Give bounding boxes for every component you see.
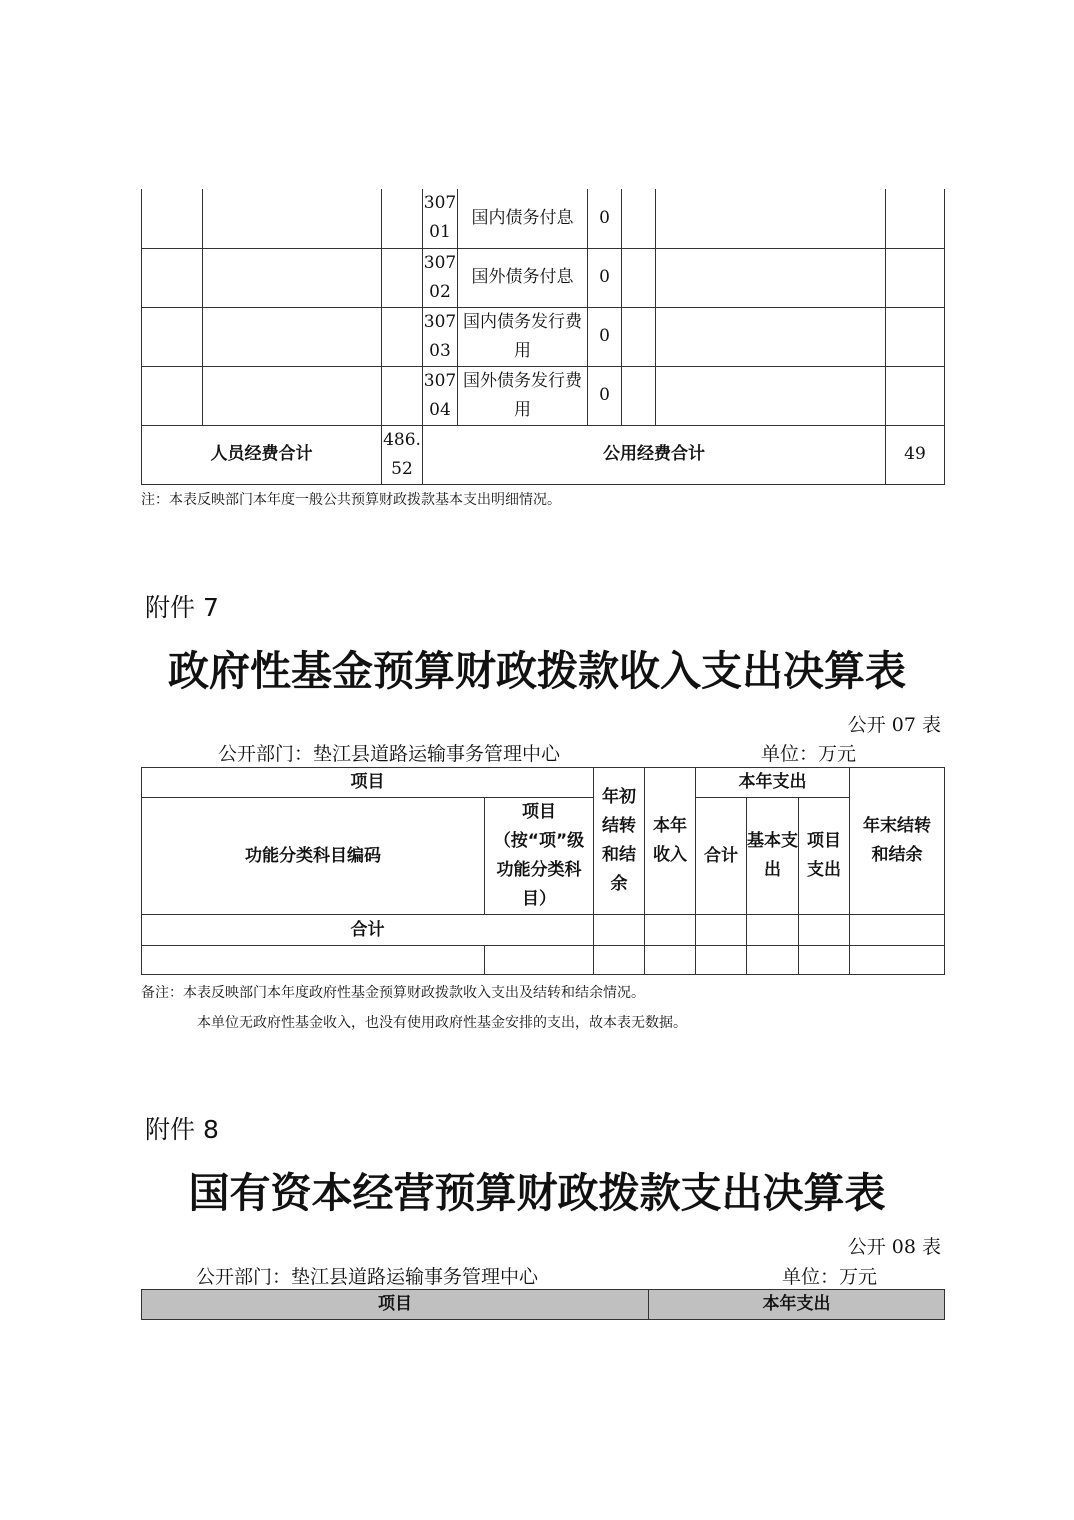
table6-continued: [141, 189, 945, 485]
table-row: [142, 946, 945, 975]
personnel-total-label: 人员经费合计: [142, 425, 382, 484]
public-total-value: 49: [886, 425, 945, 484]
header-item-by-func: 项目（按“项”级功能分类科目）: [485, 798, 594, 915]
attachment8-table: [141, 1289, 945, 1320]
header-expense: 本年支出: [649, 1290, 945, 1320]
attachment7-note-1: 备注：本表反映部门本年度政府性基金预算财政拨款收入支出及结转和结余情况。: [141, 985, 645, 1001]
attachment8-label: 附件 8: [145, 1115, 219, 1144]
econ-name-cell: 国外债务发行费用: [458, 366, 588, 425]
attachment7-label: 附件 7: [145, 593, 219, 622]
econ-name-cell: 国内债务付息: [458, 189, 588, 248]
econ-code-cell: 307 04: [423, 366, 458, 425]
attachment8-title: 国有资本经营预算财政拨款支出决算表: [188, 1169, 886, 1217]
econ-name-cell: 国内债务发行费用: [458, 307, 588, 366]
attachment7-form-no: 公开 07 表: [847, 714, 941, 736]
header-income: 本年收入: [645, 768, 696, 915]
attachment8-form-no: 公开 08 表: [847, 1236, 941, 1258]
header-expense-group: 本年支出: [696, 768, 850, 798]
table-row-totals: [142, 425, 945, 484]
econ-code-cell: 307 01: [423, 189, 458, 248]
header-project: 项目支出: [799, 798, 850, 915]
table-row: [142, 189, 945, 248]
amount-cell: 0: [588, 189, 622, 248]
attachment7-unit: 单位：万元: [761, 743, 857, 765]
table-row: [142, 307, 945, 366]
amount-cell: 0: [588, 248, 622, 307]
amount-cell: 0: [588, 366, 622, 425]
table-row: [142, 248, 945, 307]
header-func-code: 功能分类科目编码: [142, 798, 485, 915]
total-row-label: 合计: [142, 915, 594, 946]
attachment8-unit: 单位：万元: [782, 1266, 878, 1288]
econ-name-cell: 国外债务付息: [458, 248, 588, 307]
header-basic: 基本支出: [747, 798, 799, 915]
table6-note: 注：本表反映部门本年度一般公共预算财政拨款基本支出明细情况。: [141, 492, 561, 508]
amount-cell: 0: [588, 307, 622, 366]
attachment7-note-2: 本单位无政府性基金收入，也没有使用政府性基金安排的支出，故本表无数据。: [197, 1015, 687, 1031]
attachment7-title: 政府性基金预算财政拨款收入支出决算表: [168, 647, 906, 695]
header-end-balance: 年末结转和结余: [850, 768, 945, 915]
attachment8-department: 公开部门：垫江县道路运输事务管理中心: [196, 1266, 539, 1288]
attachment7-table: [141, 767, 945, 975]
header-begin-balance: 年初结转和结余: [594, 768, 645, 915]
personnel-total-value: 486.52: [382, 425, 423, 484]
table-row: [142, 366, 945, 425]
econ-code-cell: 307 02: [423, 248, 458, 307]
econ-code-cell: 307 03: [423, 307, 458, 366]
attachment7-department: 公开部门：垫江县道路运输事务管理中心: [218, 743, 561, 765]
header-item: 项目: [142, 768, 594, 798]
public-total-label: 公用经费合计: [423, 425, 886, 484]
header-item: 项目: [142, 1290, 649, 1320]
header-total: 合计: [696, 798, 747, 915]
table-row-total: [142, 915, 945, 946]
